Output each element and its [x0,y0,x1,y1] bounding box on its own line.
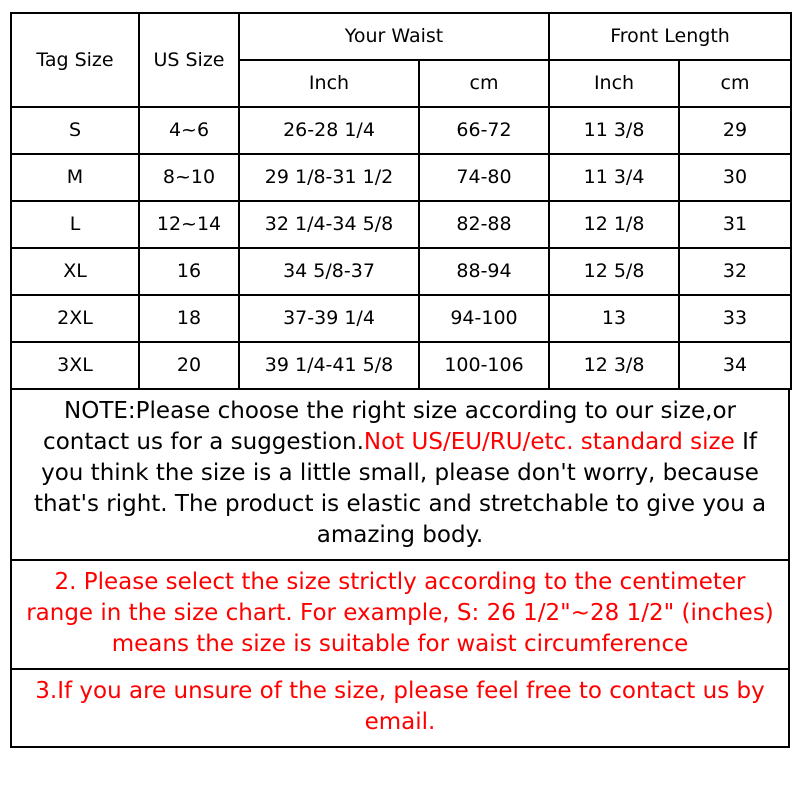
note-1-red-warning: Not US/EU/RU/etc. standard size [363,429,735,456]
cell-front-cm: 29 [679,107,791,154]
cell-waist-inch: 34 5/8-37 [239,248,419,295]
cell-tag-size: XL [11,248,139,295]
note-row-2 [11,560,789,669]
cell-tag-size: 3XL [11,342,139,389]
note-3: 3.If you are unsure of the size, please feel free to contact us by email. [11,669,789,747]
cell-us-size: 18 [139,295,239,342]
header-tag-size: Tag Size [11,13,139,107]
cell-us-size: 12~14 [139,201,239,248]
cell-waist-inch: 26-28 1/4 [239,107,419,154]
cell-us-size: 20 [139,342,239,389]
cell-front-inch: 13 [549,295,679,342]
cell-tag-size: 2XL [11,295,139,342]
table-row [11,248,791,295]
cell-front-inch: 11 3/8 [549,107,679,154]
cell-waist-cm: 100-106 [419,342,549,389]
cell-waist-inch: 39 1/4-41 5/8 [239,342,419,389]
cell-waist-inch: 32 1/4-34 5/8 [239,201,419,248]
cell-front-inch: 12 1/8 [549,201,679,248]
cell-waist-cm: 74-80 [419,154,549,201]
table-header-row-1 [11,13,791,60]
cell-us-size: 4~6 [139,107,239,154]
cell-front-cm: 30 [679,154,791,201]
note-1 [11,390,789,560]
cell-front-cm: 33 [679,295,791,342]
cell-front-cm: 31 [679,201,791,248]
note-1-text-part2: If you think the size is a little small, please don't worry, because that's right. The product is elastic and stretchable to give you a amazing body. [33,429,767,549]
cell-waist-cm: 94-100 [419,295,549,342]
note-1-text-part1: NOTE:Please choose the right size according to our size,or contact us for a suggestion. [43,398,736,456]
header-front-length: Front Length [549,13,791,60]
header-front-cm: cm [679,60,791,107]
table-row [11,342,791,389]
cell-front-inch: 12 5/8 [549,248,679,295]
cell-waist-cm: 88-94 [419,248,549,295]
table-row [11,201,791,248]
table-row [11,107,791,154]
cell-waist-cm: 82-88 [419,201,549,248]
header-waist-inch: Inch [239,60,419,107]
cell-waist-cm: 66-72 [419,107,549,154]
cell-us-size: 8~10 [139,154,239,201]
cell-front-cm: 34 [679,342,791,389]
header-your-waist: Your Waist [239,13,549,60]
header-waist-cm: cm [419,60,549,107]
cell-front-inch: 11 3/4 [549,154,679,201]
cell-front-cm: 32 [679,248,791,295]
table-row [11,295,791,342]
notes-table [10,390,790,748]
note-row-1 [11,390,789,560]
cell-tag-size: L [11,201,139,248]
cell-us-size: 16 [139,248,239,295]
note-row-3 [11,669,789,747]
cell-tag-size: S [11,107,139,154]
header-us-size: US Size [139,13,239,107]
note-2: 2. Please select the size strictly according to the centimeter range in the size chart. For example, S: 26 1/2"~28 1/2" (inches) means the size is suitable for waist circumference [11,560,789,669]
cell-front-inch: 12 3/8 [549,342,679,389]
table-row [11,154,791,201]
header-front-inch: Inch [549,60,679,107]
cell-waist-inch: 29 1/8-31 1/2 [239,154,419,201]
cell-waist-inch: 37-39 1/4 [239,295,419,342]
size-chart-table [10,12,792,390]
cell-tag-size: M [11,154,139,201]
